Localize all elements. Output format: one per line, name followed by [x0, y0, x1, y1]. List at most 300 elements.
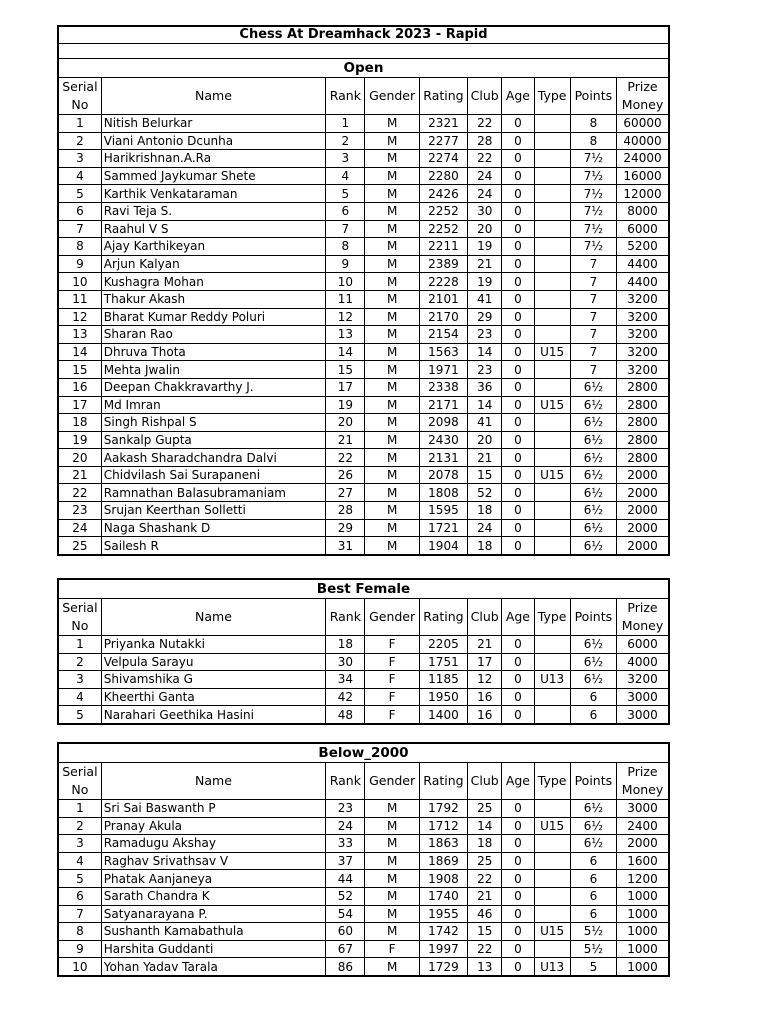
cell-rank: 21	[326, 431, 365, 449]
cell-serial: 10	[58, 958, 101, 976]
cell-prize: 3200	[617, 326, 669, 344]
cell-serial: 1	[58, 115, 101, 133]
cell-rank: 3	[326, 150, 365, 168]
cell-club: 18	[468, 502, 502, 520]
table-row	[58, 887, 669, 905]
cell-points: 6½	[570, 519, 616, 537]
column-header-age: Age	[502, 78, 534, 115]
cell-type	[534, 185, 570, 203]
cell-points: 6½	[570, 636, 616, 654]
cell-age: 0	[502, 923, 534, 941]
cell-serial: 1	[58, 636, 101, 654]
cell-serial: 5	[58, 185, 101, 203]
cell-type	[534, 414, 570, 432]
cell-serial: 6	[58, 887, 101, 905]
column-header-points: Points	[570, 763, 616, 800]
cell-gender: M	[365, 185, 419, 203]
cell-club: 18	[468, 835, 502, 853]
cell-points: 7½	[570, 220, 616, 238]
cell-name: Sankalp Gupta	[101, 431, 325, 449]
cell-rank: 42	[326, 688, 365, 706]
cell-points: 8	[570, 132, 616, 150]
blank-row	[58, 44, 669, 59]
cell-points: 6½	[570, 378, 616, 396]
cell-type	[534, 835, 570, 853]
cell-gender: M	[365, 484, 419, 502]
section-title: Best Female	[58, 579, 669, 599]
header-row	[58, 78, 669, 115]
cell-type	[534, 905, 570, 923]
cell-rank: 31	[326, 537, 365, 555]
cell-serial: 6	[58, 202, 101, 220]
cell-prize: 4000	[617, 653, 669, 671]
cell-prize: 3000	[617, 800, 669, 818]
cell-serial: 3	[58, 671, 101, 689]
cell-points: 7½	[570, 150, 616, 168]
cell-gender: M	[365, 396, 419, 414]
cell-type	[534, 940, 570, 958]
cell-type: U15	[534, 466, 570, 484]
cell-club: 20	[468, 220, 502, 238]
cell-serial: 2	[58, 653, 101, 671]
table-row	[58, 706, 669, 724]
cell-points: 6	[570, 905, 616, 923]
cell-club: 22	[468, 150, 502, 168]
cell-serial: 3	[58, 835, 101, 853]
cell-serial: 9	[58, 255, 101, 273]
table-row	[58, 636, 669, 654]
cell-type: U13	[534, 958, 570, 976]
cell-type	[534, 653, 570, 671]
column-header-type: Type	[534, 78, 570, 115]
cell-age: 0	[502, 466, 534, 484]
cell-name: Thakur Akash	[101, 290, 325, 308]
cell-rating: 1400	[419, 706, 467, 724]
table-row	[58, 688, 669, 706]
cell-prize: 3000	[617, 706, 669, 724]
cell-serial: 2	[58, 817, 101, 835]
cell-rating: 2321	[419, 115, 467, 133]
cell-age: 0	[502, 238, 534, 256]
section-body	[58, 800, 669, 976]
cell-age: 0	[502, 706, 534, 724]
cell-club: 25	[468, 800, 502, 818]
cell-club: 16	[468, 706, 502, 724]
cell-name: Singh Rishpal S	[101, 414, 325, 432]
column-header-rating: Rating	[419, 78, 467, 115]
cell-serial: 14	[58, 343, 101, 361]
cell-club: 24	[468, 185, 502, 203]
cell-gender: M	[365, 887, 419, 905]
cell-prize: 3200	[617, 361, 669, 379]
column-header-points: Points	[570, 78, 616, 115]
cell-name: Karthik Venkataraman	[101, 185, 325, 203]
cell-type	[534, 537, 570, 555]
cell-prize: 2800	[617, 414, 669, 432]
cell-rating: 2252	[419, 220, 467, 238]
cell-prize: 2800	[617, 396, 669, 414]
cell-club: 41	[468, 290, 502, 308]
cell-name: Nitish Belurkar	[101, 115, 325, 133]
cell-name: Chidvilash Sai Surapaneni	[101, 466, 325, 484]
cell-serial: 15	[58, 361, 101, 379]
cell-serial: 12	[58, 308, 101, 326]
cell-points: 6½	[570, 431, 616, 449]
table-row	[58, 958, 669, 976]
table-row	[58, 185, 669, 203]
cell-rank: 86	[326, 958, 365, 976]
cell-rank: 12	[326, 308, 365, 326]
cell-prize: 5200	[617, 238, 669, 256]
column-header-name: Name	[101, 599, 325, 636]
cell-rating: 2205	[419, 636, 467, 654]
header-row	[58, 599, 669, 636]
cell-club: 25	[468, 852, 502, 870]
cell-prize: 12000	[617, 185, 669, 203]
cell-gender: M	[365, 800, 419, 818]
cell-prize: 2000	[617, 502, 669, 520]
cell-rank: 23	[326, 800, 365, 818]
cell-club: 15	[468, 923, 502, 941]
cell-points: 6½	[570, 414, 616, 432]
cell-name: Dhruva Thota	[101, 343, 325, 361]
cell-rank: 6	[326, 202, 365, 220]
cell-age: 0	[502, 308, 534, 326]
cell-age: 0	[502, 449, 534, 467]
cell-name: Phatak Aanjaneya	[101, 870, 325, 888]
cell-name: Velpula Sarayu	[101, 653, 325, 671]
cell-type	[534, 273, 570, 291]
cell-serial: 24	[58, 519, 101, 537]
cell-points: 7	[570, 308, 616, 326]
table-row	[58, 150, 669, 168]
cell-club: 30	[468, 202, 502, 220]
cell-prize: 6000	[617, 636, 669, 654]
cell-prize: 24000	[617, 150, 669, 168]
cell-gender: M	[365, 238, 419, 256]
cell-rank: 18	[326, 636, 365, 654]
cell-prize: 1000	[617, 923, 669, 941]
cell-points: 7	[570, 326, 616, 344]
cell-rank: 24	[326, 817, 365, 835]
cell-type	[534, 238, 570, 256]
cell-age: 0	[502, 202, 534, 220]
cell-serial: 13	[58, 326, 101, 344]
cell-name: Kheerthi Ganta	[101, 688, 325, 706]
table-row	[58, 290, 669, 308]
cell-name: Ajay Karthikeyan	[101, 238, 325, 256]
cell-points: 6½	[570, 466, 616, 484]
cell-name: Kushagra Mohan	[101, 273, 325, 291]
table-row	[58, 273, 669, 291]
cell-rating: 1721	[419, 519, 467, 537]
column-header-rank: Rank	[326, 78, 365, 115]
cell-rank: 60	[326, 923, 365, 941]
female-table	[57, 578, 670, 725]
section-title: Below_2000	[58, 743, 669, 763]
cell-gender: F	[365, 636, 419, 654]
cell-gender: F	[365, 653, 419, 671]
column-header-name: Name	[101, 78, 325, 115]
table-row	[58, 343, 669, 361]
cell-prize: 3200	[617, 671, 669, 689]
cell-name: Mehta Jwalin	[101, 361, 325, 379]
cell-points: 6	[570, 688, 616, 706]
cell-gender: M	[365, 378, 419, 396]
cell-serial: 9	[58, 940, 101, 958]
cell-rank: 7	[326, 220, 365, 238]
column-header-rating: Rating	[419, 599, 467, 636]
cell-rank: 1	[326, 115, 365, 133]
cell-prize: 3000	[617, 688, 669, 706]
section-body	[58, 115, 669, 555]
cell-gender: M	[365, 537, 419, 555]
cell-club: 15	[468, 466, 502, 484]
cell-prize: 2800	[617, 378, 669, 396]
cell-club: 36	[468, 378, 502, 396]
cell-rank: 48	[326, 706, 365, 724]
cell-serial: 23	[58, 502, 101, 520]
cell-rating: 1595	[419, 502, 467, 520]
cell-club: 14	[468, 396, 502, 414]
cell-type: U15	[534, 396, 570, 414]
table-row	[58, 817, 669, 835]
cell-type	[534, 115, 570, 133]
cell-points: 7½	[570, 202, 616, 220]
cell-club: 22	[468, 940, 502, 958]
cell-rating: 1950	[419, 688, 467, 706]
column-header-rank: Rank	[326, 763, 365, 800]
cell-club: 20	[468, 431, 502, 449]
cell-age: 0	[502, 940, 534, 958]
cell-serial: 2	[58, 132, 101, 150]
table-row	[58, 502, 669, 520]
cell-points: 7½	[570, 185, 616, 203]
cell-age: 0	[502, 870, 534, 888]
cell-type	[534, 852, 570, 870]
cell-age: 0	[502, 431, 534, 449]
table-row	[58, 484, 669, 502]
cell-points: 5½	[570, 940, 616, 958]
cell-gender: M	[365, 502, 419, 520]
cell-points: 7	[570, 290, 616, 308]
cell-type	[534, 706, 570, 724]
cell-points: 5½	[570, 923, 616, 941]
table-row	[58, 466, 669, 484]
cell-type: U15	[534, 343, 570, 361]
column-header-serial: Serial No	[58, 763, 101, 800]
cell-age: 0	[502, 636, 534, 654]
cell-points: 7	[570, 361, 616, 379]
column-header-rating: Rating	[419, 763, 467, 800]
cell-name: Harshita Guddanti	[101, 940, 325, 958]
cell-rank: 29	[326, 519, 365, 537]
cell-age: 0	[502, 290, 534, 308]
cell-gender: M	[365, 115, 419, 133]
cell-rank: 33	[326, 835, 365, 853]
cell-serial: 22	[58, 484, 101, 502]
column-header-prize: Prize Money	[617, 78, 669, 115]
table-row	[58, 923, 669, 941]
cell-rank: 37	[326, 852, 365, 870]
cell-prize: 1000	[617, 958, 669, 976]
cell-rating: 2430	[419, 431, 467, 449]
cell-club: 52	[468, 484, 502, 502]
cell-gender: M	[365, 923, 419, 941]
cell-rating: 2131	[419, 449, 467, 467]
cell-type	[534, 378, 570, 396]
header-row	[58, 763, 669, 800]
cell-type	[534, 431, 570, 449]
cell-rank: 34	[326, 671, 365, 689]
cell-rating: 1997	[419, 940, 467, 958]
cell-type	[534, 255, 570, 273]
cell-gender: M	[365, 958, 419, 976]
cell-gender: M	[365, 326, 419, 344]
cell-age: 0	[502, 817, 534, 835]
cell-prize: 1200	[617, 870, 669, 888]
cell-name: Sri Sai Baswanth P	[101, 800, 325, 818]
cell-name: Pranay Akula	[101, 817, 325, 835]
cell-club: 28	[468, 132, 502, 150]
column-header-gender: Gender	[365, 78, 419, 115]
cell-points: 6	[570, 887, 616, 905]
cell-type	[534, 688, 570, 706]
cell-rating: 2274	[419, 150, 467, 168]
cell-rank: 2	[326, 132, 365, 150]
cell-rating: 2078	[419, 466, 467, 484]
cell-age: 0	[502, 255, 534, 273]
cell-gender: M	[365, 361, 419, 379]
cell-type	[534, 800, 570, 818]
column-header-prize: Prize Money	[617, 599, 669, 636]
table-row	[58, 115, 669, 133]
cell-club: 19	[468, 238, 502, 256]
cell-name: Narahari Geethika Hasini	[101, 706, 325, 724]
cell-club: 14	[468, 343, 502, 361]
cell-serial: 21	[58, 466, 101, 484]
cell-type	[534, 326, 570, 344]
cell-rating: 2228	[419, 273, 467, 291]
cell-serial: 8	[58, 238, 101, 256]
below2000-table	[57, 742, 670, 977]
cell-name: Arjun Kalyan	[101, 255, 325, 273]
table-row	[58, 396, 669, 414]
cell-type	[534, 220, 570, 238]
cell-age: 0	[502, 653, 534, 671]
cell-rank: 13	[326, 326, 365, 344]
cell-rating: 2277	[419, 132, 467, 150]
cell-type	[534, 502, 570, 520]
table-row	[58, 449, 669, 467]
cell-serial: 18	[58, 414, 101, 432]
cell-rating: 2389	[419, 255, 467, 273]
cell-type	[534, 887, 570, 905]
table-row	[58, 378, 669, 396]
cell-prize: 2000	[617, 519, 669, 537]
cell-name: Ramadugu Akshay	[101, 835, 325, 853]
cell-type	[534, 636, 570, 654]
cell-rank: 15	[326, 361, 365, 379]
table-row	[58, 671, 669, 689]
cell-prize: 2800	[617, 431, 669, 449]
cell-rating: 1863	[419, 835, 467, 853]
cell-type	[534, 449, 570, 467]
cell-gender: M	[365, 290, 419, 308]
cell-rating: 1712	[419, 817, 467, 835]
column-header-name: Name	[101, 763, 325, 800]
cell-age: 0	[502, 671, 534, 689]
cell-prize: 2000	[617, 484, 669, 502]
cell-serial: 4	[58, 167, 101, 185]
cell-age: 0	[502, 835, 534, 853]
cell-prize: 8000	[617, 202, 669, 220]
section-title: Open	[58, 59, 669, 78]
cell-prize: 3200	[617, 290, 669, 308]
cell-type	[534, 132, 570, 150]
cell-rating: 2252	[419, 202, 467, 220]
cell-prize: 3200	[617, 308, 669, 326]
cell-name: Aakash Sharadchandra Dalvi	[101, 449, 325, 467]
cell-rating: 1742	[419, 923, 467, 941]
cell-age: 0	[502, 361, 534, 379]
cell-rating: 1792	[419, 800, 467, 818]
cell-gender: M	[365, 835, 419, 853]
cell-name: Sarath Chandra K	[101, 887, 325, 905]
cell-club: 13	[468, 958, 502, 976]
cell-age: 0	[502, 273, 534, 291]
cell-serial: 19	[58, 431, 101, 449]
cell-rating: 2098	[419, 414, 467, 432]
cell-rating: 2154	[419, 326, 467, 344]
cell-club: 21	[468, 636, 502, 654]
cell-age: 0	[502, 688, 534, 706]
cell-points: 6	[570, 870, 616, 888]
cell-rating: 1808	[419, 484, 467, 502]
cell-rank: 5	[326, 185, 365, 203]
cell-name: Shivamshika G	[101, 671, 325, 689]
table-row	[58, 870, 669, 888]
cell-rating: 2280	[419, 167, 467, 185]
table-row	[58, 431, 669, 449]
cell-club: 22	[468, 115, 502, 133]
cell-points: 6½	[570, 800, 616, 818]
cell-gender: M	[365, 519, 419, 537]
cell-age: 0	[502, 887, 534, 905]
table-row	[58, 414, 669, 432]
cell-type	[534, 870, 570, 888]
cell-name: Priyanka Nutakki	[101, 636, 325, 654]
table-row	[58, 220, 669, 238]
cell-name: Naga Shashank D	[101, 519, 325, 537]
cell-age: 0	[502, 800, 534, 818]
cell-rating: 2426	[419, 185, 467, 203]
cell-type: U15	[534, 923, 570, 941]
cell-type	[534, 167, 570, 185]
cell-rating: 2171	[419, 396, 467, 414]
cell-gender: M	[365, 308, 419, 326]
cell-rating: 1729	[419, 958, 467, 976]
cell-gender: F	[365, 706, 419, 724]
column-header-rank: Rank	[326, 599, 365, 636]
cell-points: 6½	[570, 671, 616, 689]
cell-rank: 54	[326, 905, 365, 923]
cell-rank: 20	[326, 414, 365, 432]
section-body	[58, 636, 669, 724]
table-row	[58, 132, 669, 150]
cell-type	[534, 361, 570, 379]
cell-prize: 2800	[617, 449, 669, 467]
